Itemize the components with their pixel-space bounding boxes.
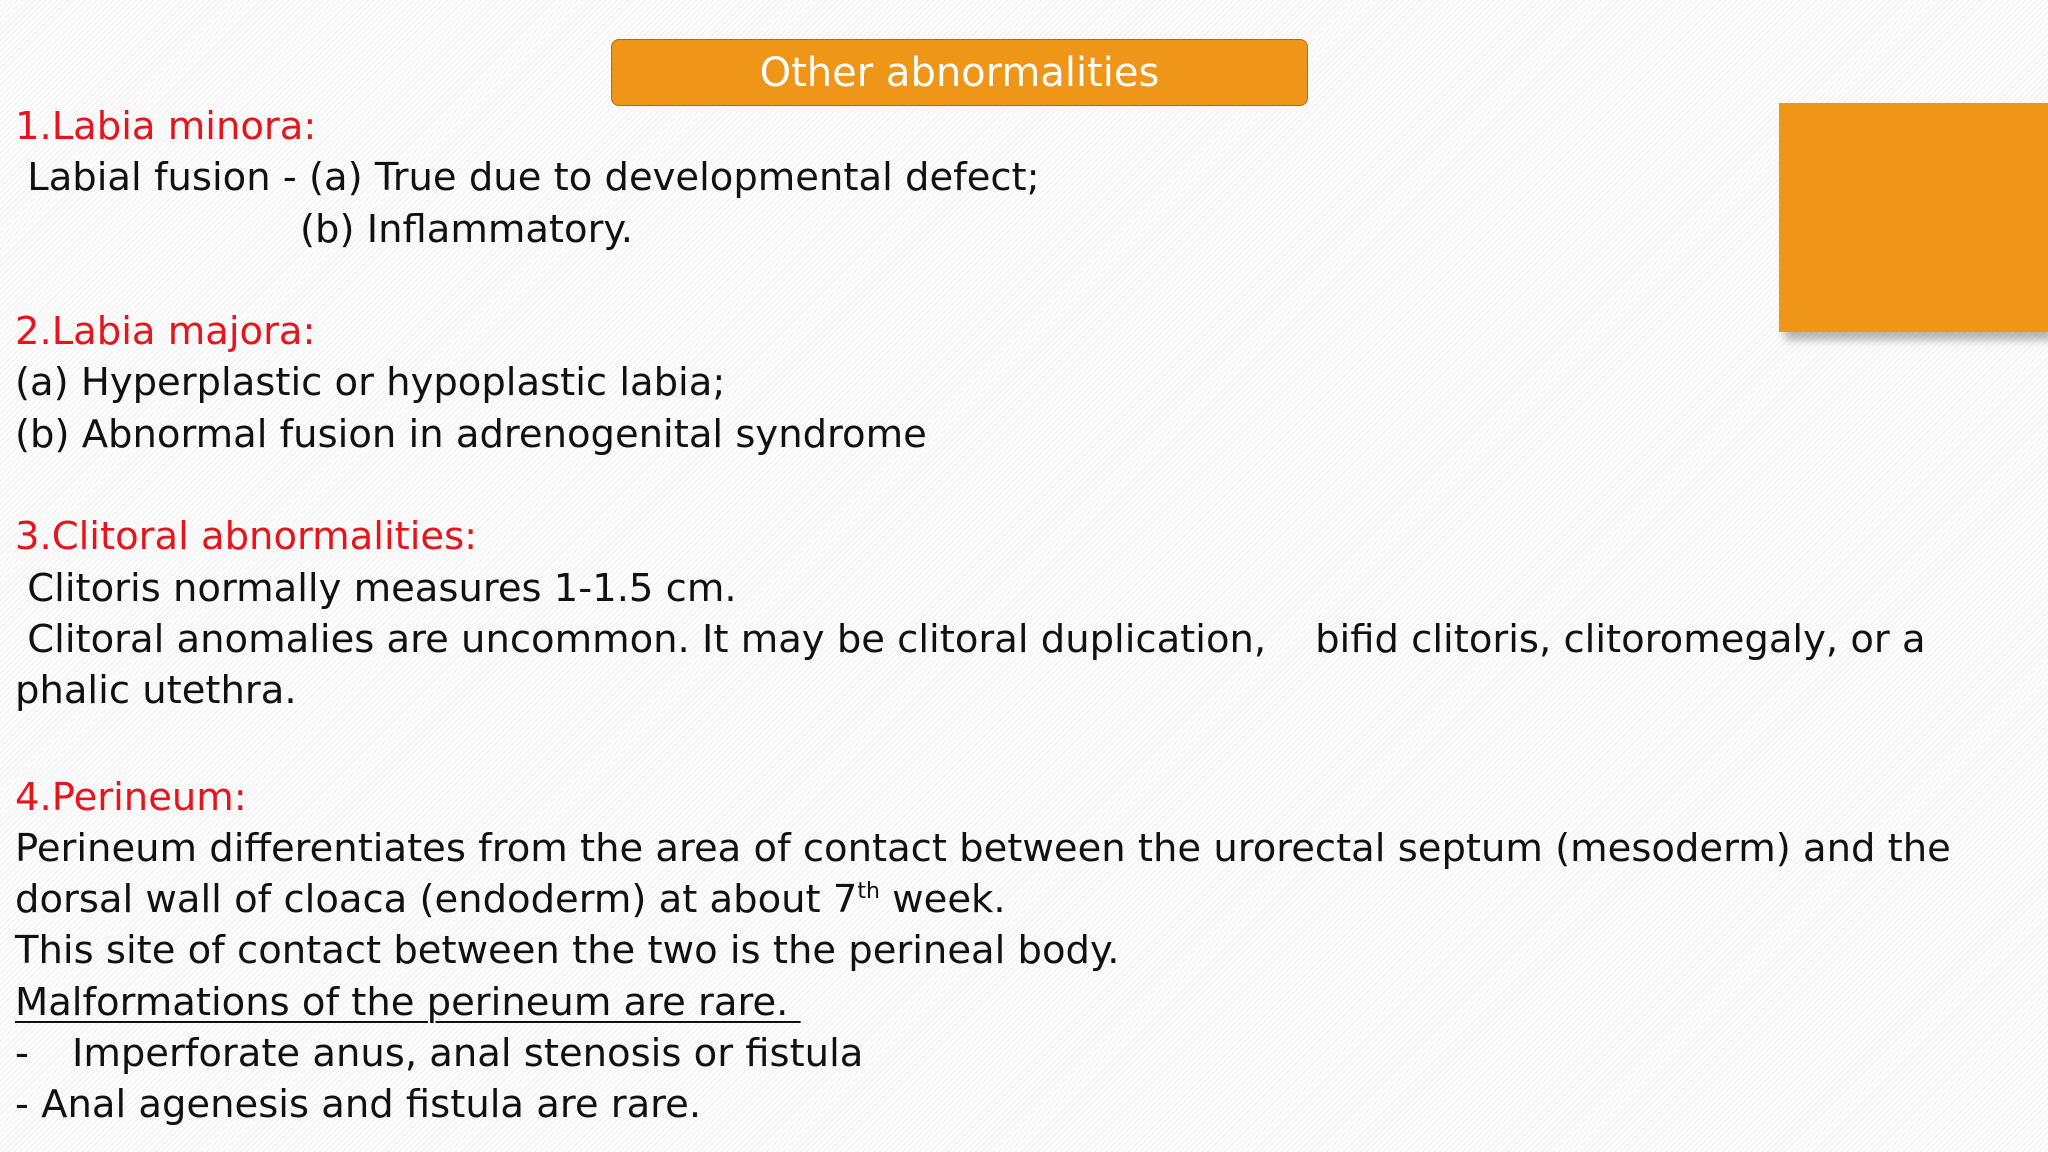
section-heading-labia-majora: 2.Labia majora: bbox=[15, 309, 316, 355]
section-heading-labia-minora: 1.Labia minora: bbox=[15, 104, 317, 149]
clitoral-line-2: Clitoral anomalies are uncommon. It may be clitoral duplication, bifid clitoris, clitoromegaly, or a phalic utethra. bbox=[15, 616, 1938, 714]
slide-title-banner bbox=[611, 39, 1308, 106]
labia-minora-line-2: (b) Inflammatory. bbox=[300, 206, 633, 252]
perineum-paragraph-1 bbox=[15, 823, 1975, 926]
perineum-paragraph-1-text: Perineum differentiates from the area of contact between the urorectal septum (mesoderm) and the dorsal wall of cloaca (endoderm) at about 7 bbox=[15, 825, 1964, 923]
perineum-bullet-item bbox=[15, 1028, 1975, 1079]
spacer bbox=[15, 460, 1975, 511]
perineum-bullet-text: Imperforate anus, anal stenosis or fistula bbox=[72, 1031, 864, 1077]
labia-majora-line-1: (a) Hyperplastic or hypoplastic labia; bbox=[15, 360, 726, 406]
perineum-line-5: - Anal agenesis and fistula are rare. bbox=[15, 1082, 702, 1128]
slide-content bbox=[15, 101, 1975, 1131]
clitoral-line-1: Clitoris normally measures 1-1.5 cm. bbox=[15, 565, 737, 611]
section-heading-perineum: 4.Perineum: bbox=[15, 774, 247, 820]
spacer bbox=[15, 717, 1975, 772]
perineum-line-3: Malformations of the perineum are rare. bbox=[15, 979, 801, 1025]
slide-title: Other abnormalities bbox=[759, 50, 1160, 96]
bullet-dash: - bbox=[15, 1031, 29, 1077]
perineum-line-2: This site of contact between the two is the perineal body. bbox=[15, 928, 1120, 974]
superscript-th: th bbox=[857, 879, 880, 905]
perineum-paragraph-1-end: week. bbox=[879, 877, 1006, 923]
labia-minora-line-1: Labial fusion - (a) True due to developmental defect; bbox=[15, 155, 1040, 201]
spacer bbox=[15, 255, 1975, 306]
section-heading-clitoral: 3.Clitoral abnormalities: bbox=[15, 514, 478, 560]
labia-majora-line-2: (b) Abnormal fusion in adrenogenital syndrome bbox=[15, 411, 927, 457]
